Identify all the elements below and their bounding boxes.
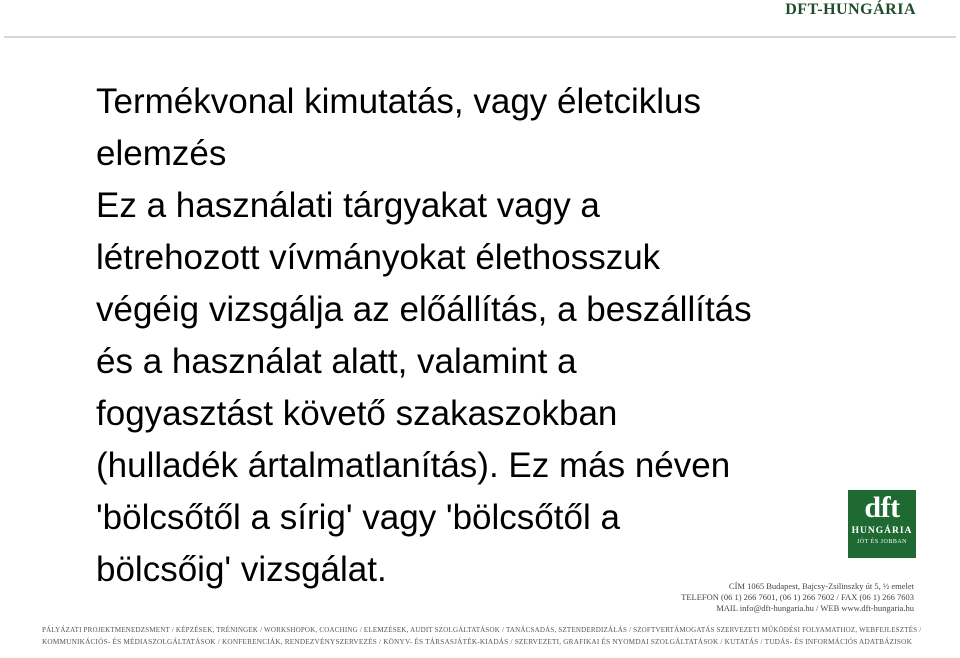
body-line: létrehozott vívmányokat élethosszuk: [96, 238, 661, 277]
contact-address: CÍM 1065 Budapest, Bajcsy-Zsilinszky út 5, ½ emelet: [728, 581, 914, 591]
footer-line: KOMMUNIKÁCIÓS- ÉS MÉDIASZOLGÁLTATÁSOK / KONFERENCIÁK, RENDEZVÉNYSZERVEZÉS / KÖNYV- ÉS TÁRSASJÁTÉK-KIADÁS / SZERVEZETI, GRAFIKAI ÉS NYOMDAI SZOLGÁLTATÁSOK / KUTATÁS / TUDÁS- ÉS INFORMÁCIÓS ADATBÁZISOK: [42, 638, 912, 646]
slide-body-text: [96, 76, 896, 596]
logo-text-hungaria: HUNGÁRIA: [851, 526, 913, 536]
footer-line: PÁLYÁZATI PROJEKTMENEDZSMENT / KÉPZÉSEK, TRÉNINGEK / WORKSHOPOK, COACHING / ELEMZÉSEK, AUDIT SZOLGÁLTATÁSOK / TANÁCSADÁS, SZTENDERDIZÁLÁS / SZOFTVERTÁMOGATÁS SZERVEZETI MŰKÖDÉSI FOLYAMATHOZ, WEBFEJLESZTÉS /: [42, 626, 922, 634]
contact-phone: TELEFON (06 1) 266 7601, (06 1) 266 7602 / FAX (06 1) 266 7603: [681, 592, 914, 602]
body-line: (hulladék ártalmatlanítás). Ez más néven: [96, 446, 731, 485]
logo-tagline: JÓT ÉS JOBBAN: [856, 539, 908, 545]
contact-mail-web: MAIL info@dft-hungaria.hu / WEB www.dft-hungaria.hu: [716, 603, 914, 613]
brand-name: DFT-HUNGÁRIA: [785, 1, 916, 18]
body-line: bölcsőig' vizsgálat.: [96, 550, 387, 589]
body-line: Termékvonal kimutatás, vagy életciklus: [96, 82, 701, 121]
body-line: 'bölcsőtől a sírig' vagy 'bölcsőtől a: [96, 498, 620, 537]
body-line: végéig vizsgálja az előállítás, a beszállítás: [96, 290, 752, 329]
services-footer: [42, 624, 922, 648]
body-line: elemzés: [96, 134, 227, 173]
contact-info: [574, 581, 914, 614]
header-divider: [4, 36, 956, 38]
body-line: és a használat alatt, valamint a: [96, 342, 577, 381]
body-line: Ez a használati tárgyakat vagy a: [96, 186, 600, 225]
body-line: fogyasztást követő szakaszokban: [96, 394, 618, 433]
logo-text-dft: dft: [864, 491, 900, 524]
dft-logo: [848, 490, 916, 558]
